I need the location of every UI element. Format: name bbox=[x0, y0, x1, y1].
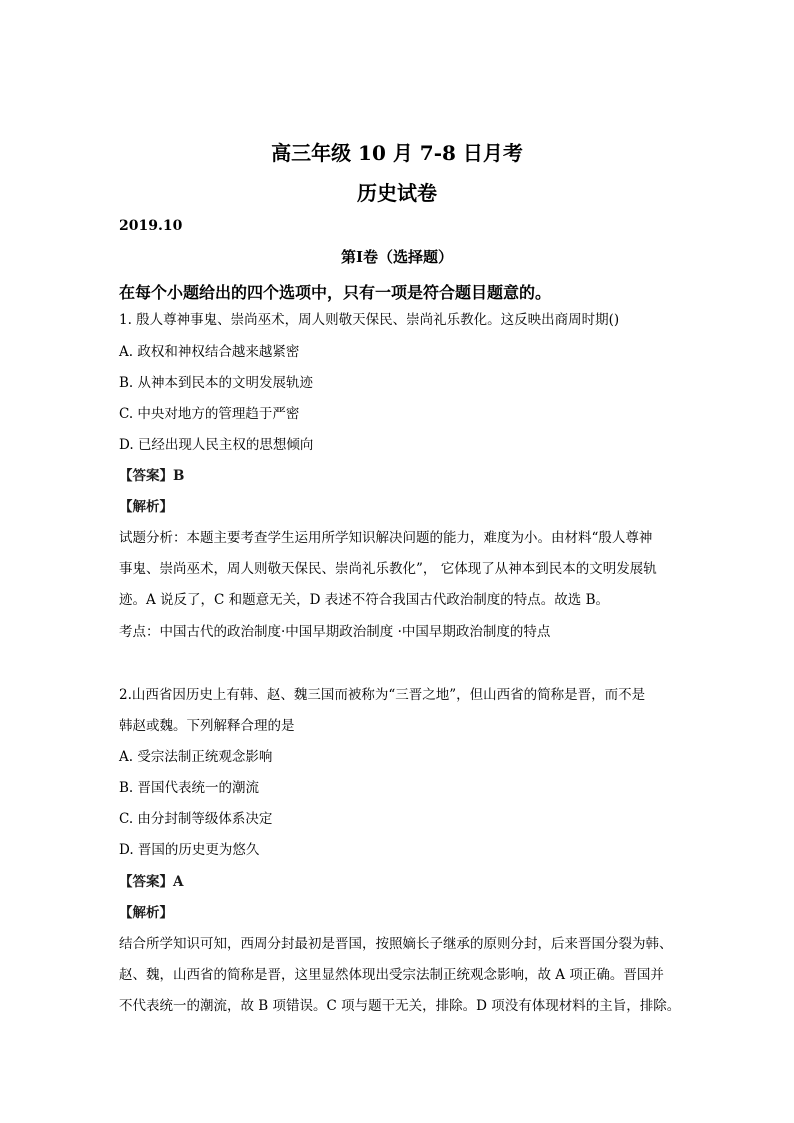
answer-value: B bbox=[173, 468, 185, 484]
q1-analysis-label bbox=[119, 498, 173, 516]
q2-answer bbox=[119, 873, 183, 891]
q2-option-d: D. 晋国的历史更为悠久 bbox=[119, 842, 260, 858]
q2-analysis-line: 不代表统一的潮流，故 B 项错误。C 项与题干无关，排除。D 项没有体现材料的主旨，排除。 bbox=[119, 998, 681, 1014]
q1-option-c: C. 中央对地方的管理趋于严密 bbox=[119, 406, 300, 422]
q1-analysis-line: 试题分析：本题主要考查学生运用所学知识解决问题的能力，难度为小。由材料“殷人尊神 bbox=[119, 530, 653, 546]
exam-date: 2019.10 bbox=[119, 218, 183, 234]
analysis-label: 【解析】 bbox=[119, 499, 173, 515]
answer-value: A bbox=[173, 874, 184, 890]
q1-analysis-line: 迹。A 说反了，C 和题意无关，D 表述不符合我国古代政治制度的特点。故选 B。 bbox=[119, 592, 609, 608]
instruction-text: 在每个小题给出的四个选项中，只有一项是符合题目题意的。 bbox=[119, 283, 552, 302]
q2-analysis-label bbox=[119, 904, 173, 922]
q1-option-b: B. 从神本到民本的文明发展轨迹 bbox=[119, 375, 314, 391]
exam-subtitle: 历史试卷 bbox=[357, 181, 437, 205]
q1-option-d: D. 已经出现人民主权的思想倾向 bbox=[119, 437, 314, 453]
q2-option-a: A. 受宗法制正统观念影响 bbox=[119, 749, 273, 765]
analysis-label: 【解析】 bbox=[119, 905, 173, 921]
q1-option-a: A. 政权和神权结合越来越紧密 bbox=[119, 344, 300, 360]
q2-option-c: C. 由分封制等级体系决定 bbox=[119, 811, 273, 827]
q2-stem-line: 2.山西省因历史上有韩、赵、魏三国而被称为“三晋之地”，但山西省的简称是晋，而不是 bbox=[119, 687, 646, 703]
q2-analysis-line: 结合所学知识可知，西周分封最初是晋国，按照嫡长子继承的原则分封，后来晋国分裂为韩、 bbox=[119, 936, 673, 952]
q2-option-b: B. 晋国代表统一的潮流 bbox=[119, 780, 260, 796]
q1-stem: 1. 殷人尊神事鬼、崇尚巫术，周人则敬天保民、崇尚礼乐教化。这反映出商周时期() bbox=[119, 312, 620, 328]
exam-title: 高三年级 10 月 7-8 日月考 bbox=[271, 141, 523, 165]
section-heading: 第Ⅰ卷（选择题） bbox=[340, 248, 454, 266]
q1-answer bbox=[119, 467, 184, 485]
answer-label: 【答案】 bbox=[119, 874, 173, 890]
q2-stem-line: 韩赵或魏。下列解释合理的是 bbox=[119, 718, 295, 734]
answer-label: 【答案】 bbox=[119, 468, 173, 484]
q1-analysis-line: 事鬼、崇尚巫术，周人则敬天保民、崇尚礼乐教化”， 它体现了从神本到民本的文明发展轨 bbox=[119, 561, 657, 577]
q1-kaodian: 考点：中国古代的政治制度·中国早期政治制度 ·中国早期政治制度的特点 bbox=[119, 624, 551, 640]
q2-analysis-line: 赵、魏，山西省的简称是晋，这里显然体现出受宗法制正统观念影响，故 A 项正确。晋国并 bbox=[119, 967, 664, 983]
